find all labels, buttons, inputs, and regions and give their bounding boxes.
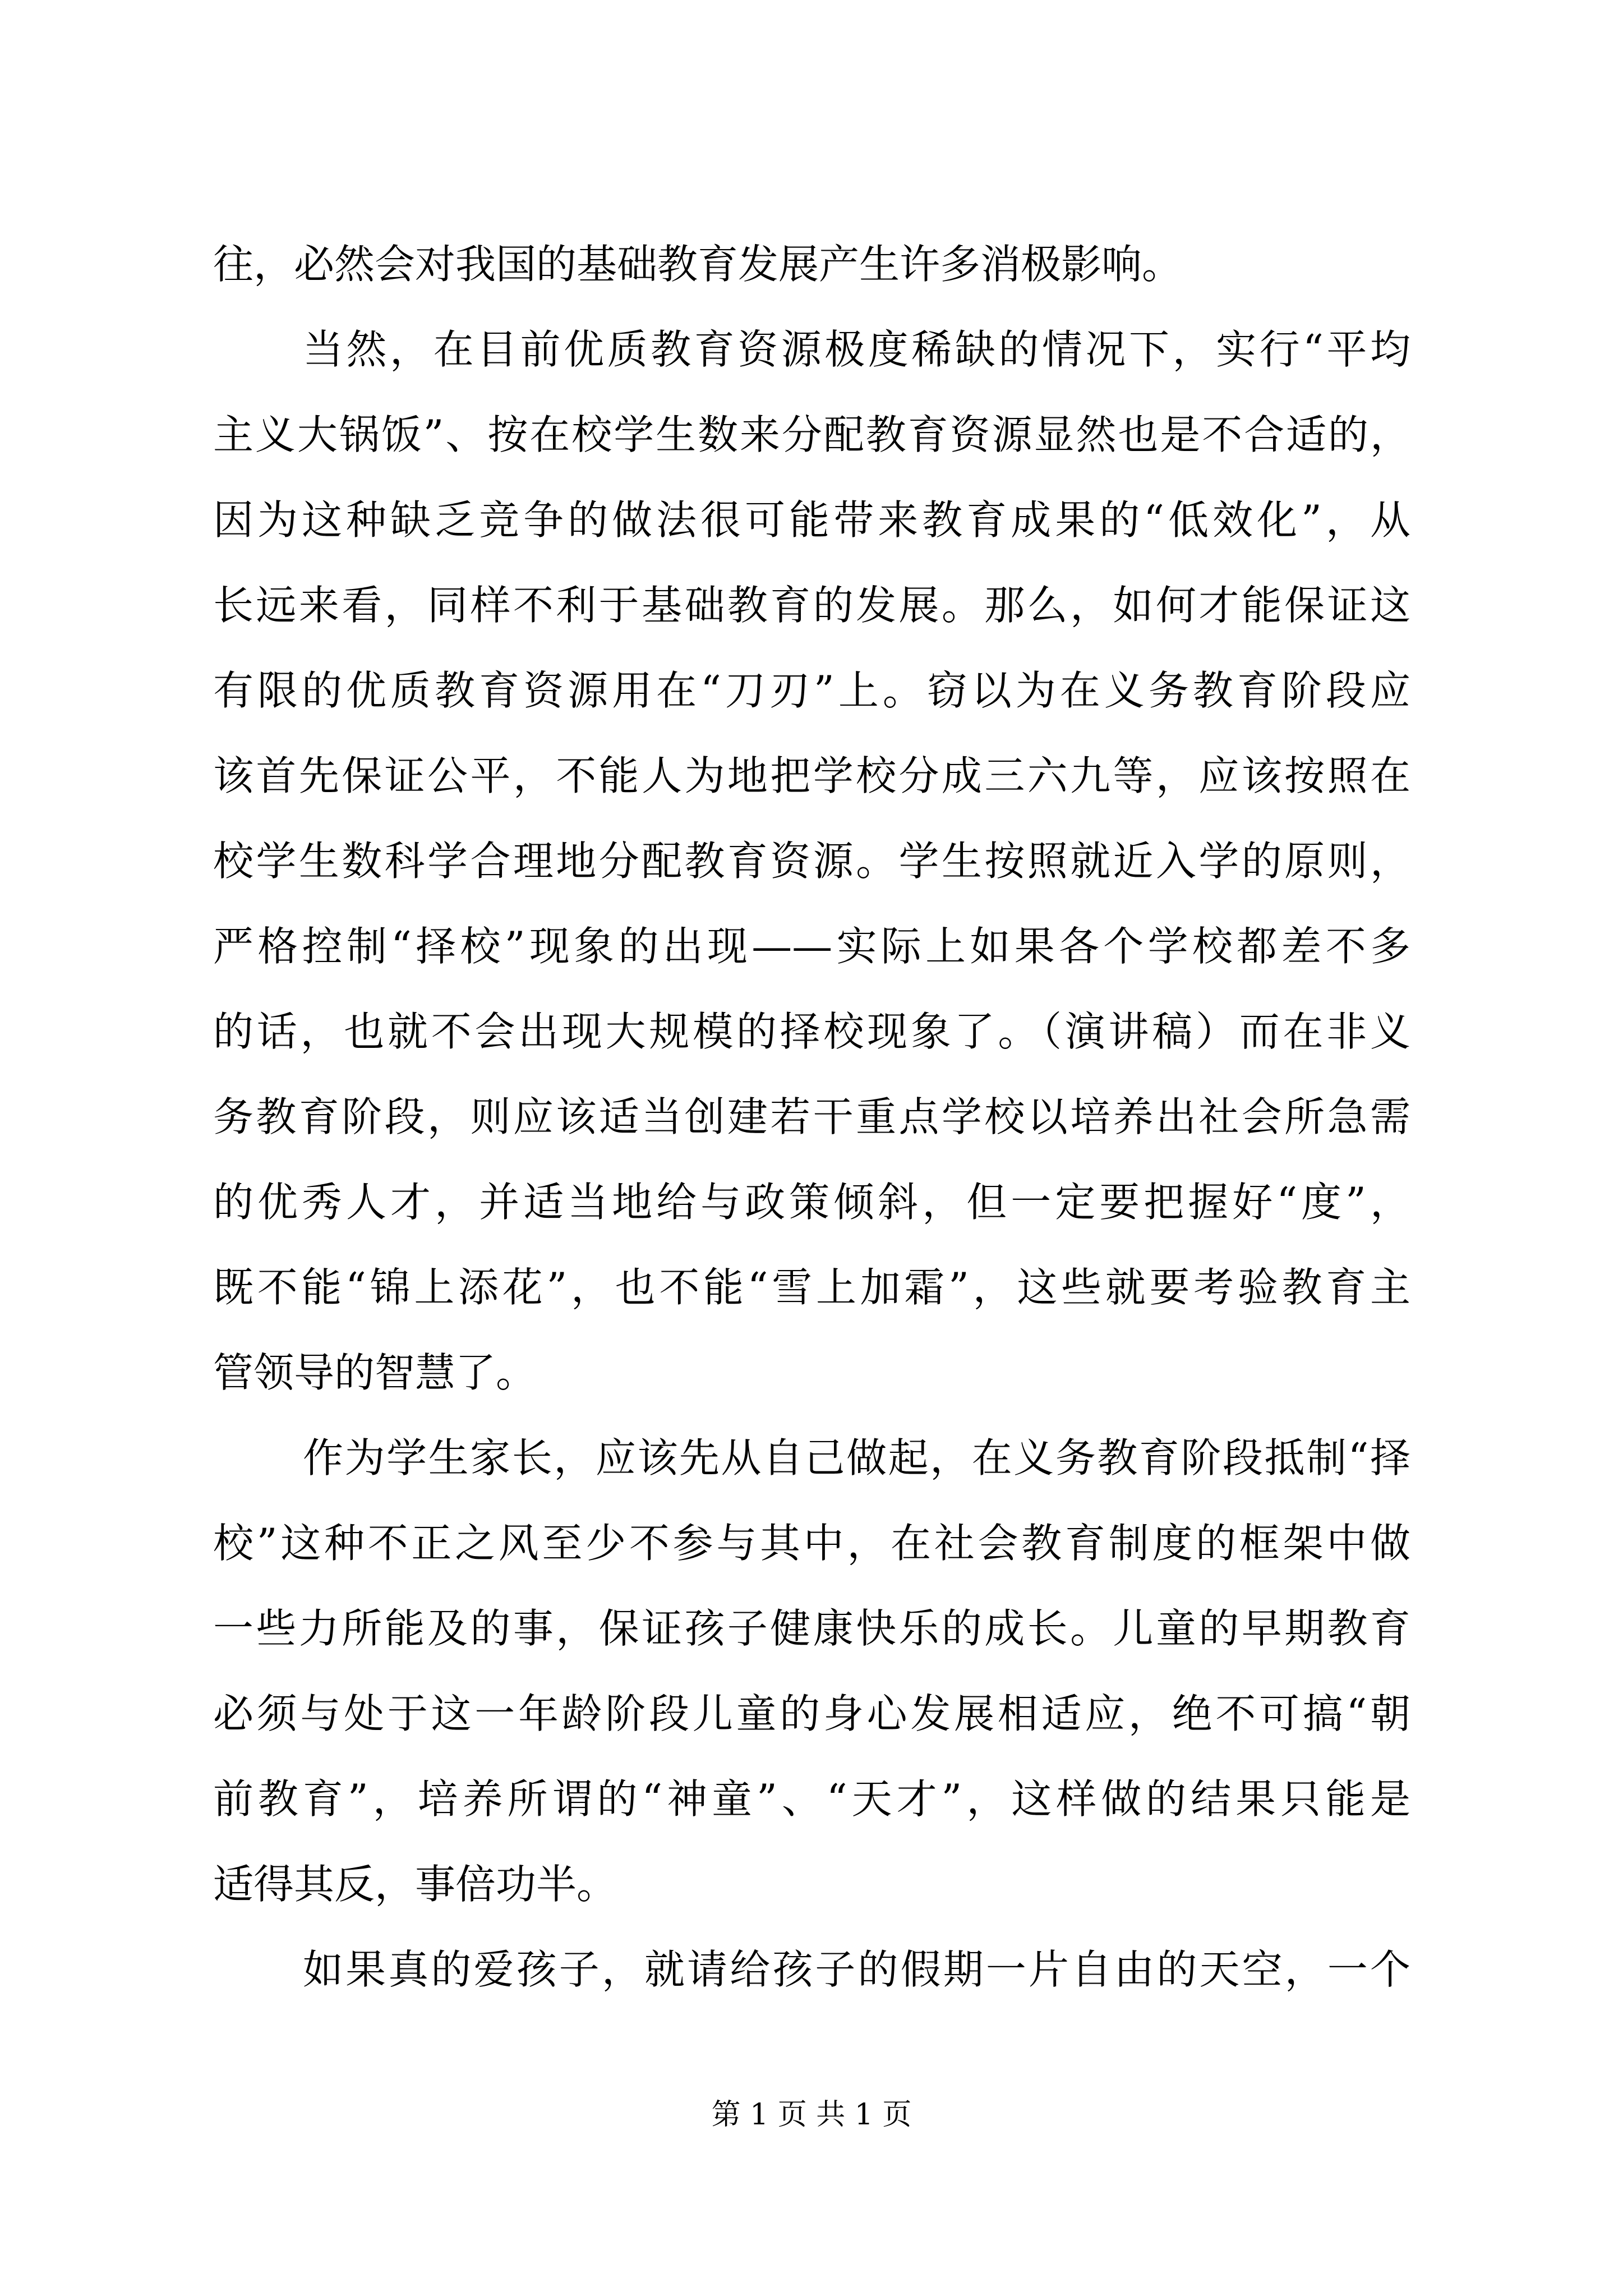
text-line: 管领导的智慧了。 [213,1349,537,1396]
text-line: 的优秀人才，并适当地给与政策倾斜，但一定要把握好“度”， [213,1179,1410,1226]
text-line: 一些力所能及的事，保证孩子健康快乐的成长。儿童的早期教育 [213,1605,1410,1652]
text-line: 既不能“锦上添花”，也不能“雪上加霜”，这些就要考验教育主 [213,1264,1410,1311]
text-line: 长远来看，同样不利于基础教育的发展。那么，如何才能保证这 [213,582,1410,629]
page-footer: 第 1 页 共 1 页 [711,2098,912,2132]
text-line: 的话，也就不会出现大规模的择校现象了。（演讲稿）而在非义 [213,1008,1410,1055]
text-line: 当然，在目前优质教育资源极度稀缺的情况下，实行“平均 [303,326,1410,373]
text-line: 有限的优质教育资源用在“刀刃”上。窃以为在义务教育阶段应 [213,667,1410,714]
text-line: 因为这种缺乏竞争的做法很可能带来教育成果的“低效化”，从 [213,496,1410,544]
text-line: 校”这种不正之风至少不参与其中，在社会教育制度的框架中做 [213,1520,1410,1567]
text-line: 严格控制“择校”现象的出现——实际上如果各个学校都差不多 [213,923,1410,970]
text-line: 该首先保证公平，不能人为地把学校分成三六九等，应该按照在 [213,752,1410,799]
text-line: 务教育阶段，则应该适当创建若干重点学校以培养出社会所急需 [213,1093,1410,1140]
text-line: 如果真的爱孩子，就请给孩子的假期一片自由的天空，一个 [303,1946,1410,1993]
text-line: 适得其反，事倍功半。 [213,1861,617,1908]
document-body [213,222,1410,2012]
text-line: 校学生数科学合理地分配教育资源。学生按照就近入学的原则， [213,838,1410,885]
text-line: 前教育”，培养所谓的“神童”、“天才”，这样做的结果只能是 [213,1775,1410,1823]
text-line: 作为学生家长，应该先从自己做起，在义务教育阶段抵制“择 [303,1434,1410,1481]
text-line: 主义大锅饭”、按在校学生数来分配教育资源显然也是不合适的， [213,411,1410,458]
text-line: 往，必然会对我国的基础教育发展产生许多消极影响。 [213,241,1183,288]
text-line: 必须与处于这一年龄阶段儿童的身心发展相适应，绝不可搞“朝 [213,1690,1410,1737]
